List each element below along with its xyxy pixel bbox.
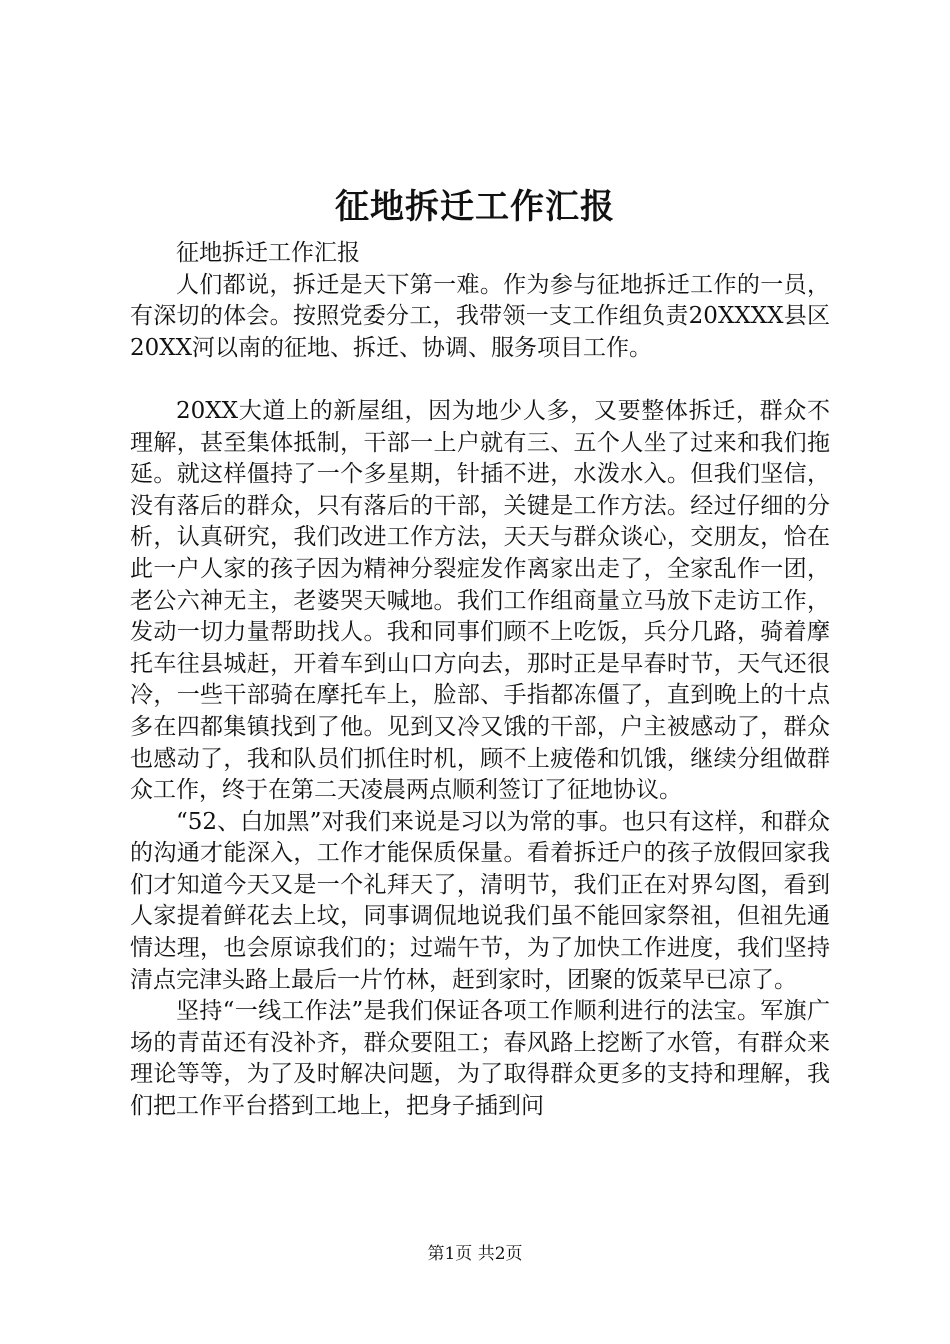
document-title: 征地拆迁工作汇报 — [335, 187, 615, 227]
paragraph-spacer — [130, 364, 830, 396]
body-paragraph-intro: 人们都说，拆迁是天下第一难。作为参与征地拆迁工作的一员，有深切的体会。按照党委分工，我带领一支工作组负责20XXXX县区20XX河以南的征地、拆迁、协调、服务项目工作。 — [130, 271, 830, 361]
body-paragraph-subtitle: 征地拆迁工作汇报 — [176, 240, 360, 266]
body-paragraph-white-plus-black: “52、白加黑”对我们来说是习以为常的事。也只有这样，和群众的沟通才能深入，工作才能保质保量。看着拆迁户的孩子放假回家我们才知道今天又是一个礼拜天了，清明节，我们正在对界勾图，看到人家提着鲜花去上坟，同事调侃地说我们虽不能回家祭祖，但祖先通情达理，也会原谅我们的；过端午节，为了加快工作进度，我们坚持清点完津头路上最后一片竹林，赶到家时，团聚的饭菜早已凉了。 — [130, 808, 830, 993]
body-paragraph-frontline-method: 坚持“一线工作法”是我们保证各项工作顺利进行的法宝。军旗广场的青苗还有没补齐，群众要阻工；春风路上挖断了水管，有群众来理论等等，为了及时解决问题，为了取得群众更多的支持和理解，我们把工作平台搭到工地上，把身子插到问 — [130, 998, 830, 1120]
page-footer: 第1页 共2页 — [427, 1244, 523, 1264]
body-paragraph-xinwu-group: 20XX大道上的新屋组，因为地少人多，又要整体拆迁，群众不理解，甚至集体抵制，干部一上户就有三、五个人坐了过来和我们拖延。就这样僵持了一个多星期，针插不进，水泼水入。但我们坚信，没有落后的群众，只有落后的干部，关键是工作方法。经过仔细的分析，认真研究，我们改进工作方法，天天与群众谈心，交朋友，恰在此一户人家的孩子因为精神分裂症发作离家出走了，全家乱作一团，老公六神无主，老婆哭天喊地。我们工作组商量立马放下走访工作，发动一切力量帮助找人。我和同事们顾不上吃饭，兵分几路，骑着摩托车往县城赶，开着车到山口方向去，那时正是早春时节，天气还很冷，一些干部骑在摩托车上，脸部、手指都冻僵了，直到晚上的十点多在四都集镇找到了他。见到又冷又饿的干部，户主被感动了，群众也感动了，我和队员们抓住时机，顾不上疲倦和饥饿，继续分组做群众工作，终于在第二天凌晨两点顺利签订了征地协议。 — [130, 397, 830, 804]
document-body — [130, 238, 830, 1123]
